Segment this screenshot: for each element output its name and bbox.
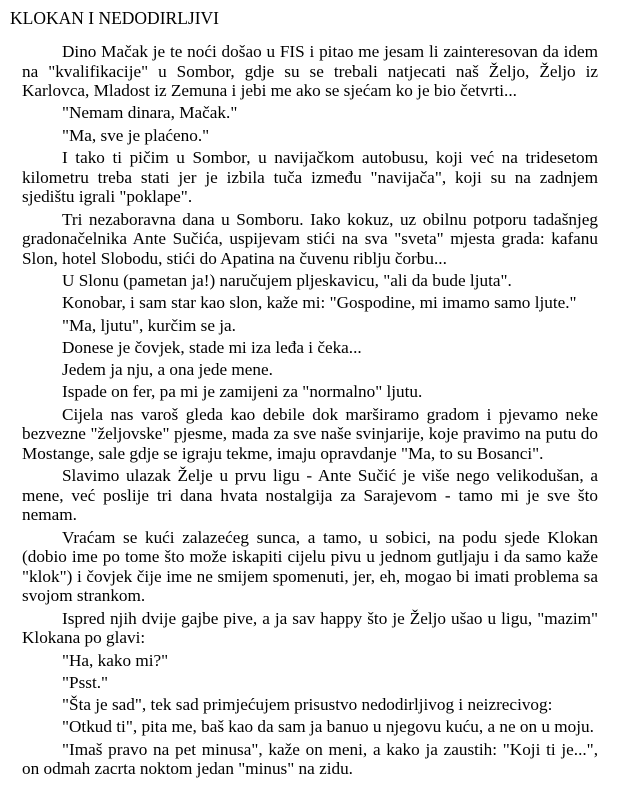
- paragraph: "Nemam dinara, Mačak.": [62, 103, 238, 123]
- paragraph: "Psst.": [62, 672, 109, 692]
- paragraph: Donese je čovjek, stade mi iza leđa i čeka...: [62, 337, 362, 357]
- paragraph: Tri nezaboravna dana u Somboru. Iako kokuz, uz obilnu potporu tadašnjeg gradonačelnika Ante Sučića, uspijevam stići na sva "sveta" mjesta grada: kafanu Slon, hotel Slobodu, stići do Apatina na čuvenu riblju čorbu...: [22, 209, 598, 268]
- paragraph: Konobar, i sam star kao slon, kaže mi: "Gospodine, mi imamo samo ljute.": [62, 293, 577, 313]
- story-text: [22, 42, 598, 782]
- page-title: KLOKAN I NEDODIRLJIVI: [10, 8, 219, 28]
- paragraph: Ispade on fer, pa mi je zamijeni za "normalno" ljutu.: [62, 382, 423, 402]
- paragraph: U Slonu (pametan ja!) naručujem pljeskavicu, "ali da bude ljuta".: [62, 270, 512, 290]
- paragraph: Vraćam se kući zalazećeg sunca, a tamo, u sobici, na podu sjede Klokan (dobio ime po tome što može iskapiti cijelu pivu u jednom gutljaju i da samo kaže "klok") i čovjek čije ime ne smijem spomenuti, jer, eh, mogao bi imati problema sa svojom strankom.: [22, 527, 598, 606]
- paragraph: Cijela nas varoš gleda kao debile dok marširamo gradom i pjevamo neke bezvezne "željovske" pjesme, mada za sve naše svinjarije, koje pravimo na putu do Mostange, sale gdje se igraju tekme, imaju opravdanje "Ma, to su Bosanci".: [22, 404, 598, 463]
- paragraph: "Ha, kako mi?": [62, 650, 169, 670]
- paragraph: "Ma, ljutu", kurčim se ja.: [62, 315, 236, 335]
- paragraph: Dino Mačak je te noći došao u FIS i pitao me jesam li zainteresovan da idem na "kvalifikacije" u Sombor, gdje su se trebali natjecati naš Željo, Željo iz Karlovca, Mladost iz Zemuna i jebi me ako se sjećam ko je bio četvrti...: [22, 42, 598, 101]
- paragraph: I tako ti pičim u Sombor, u navijačkom autobusu, koji već na tridesetom kilometru treba stati jer je izbila tuča između "navijača", koji su na zadnjem sjedištu igrali "poklape".: [22, 148, 598, 207]
- paragraph: Ispred njih dvije gajbe pive, a ja sav happy što je Željo ušao u ligu, "mazim" Klokana po glavi:: [22, 608, 598, 648]
- paragraph: Jedem ja nju, a ona jede mene.: [62, 360, 273, 380]
- paragraph: "Otkud ti", pita me, baš kao da sam ja banuo u njegovu kuću, a ne on u moju.: [62, 717, 594, 737]
- paragraph: "Šta je sad", tek sad primjećujem prisustvo nedodirljivog i neizrecivog:: [62, 695, 553, 715]
- paragraph: Slavimo ulazak Želje u prvu ligu - Ante Sučić je više nego velikodušan, a mene, već poslije tri dana hvata nostalgija za Sarajevom - tamo mi je sve što nemam.: [22, 466, 598, 525]
- paragraph: "Ma, sve je plaćeno.": [62, 125, 210, 145]
- paragraph: "Imaš pravo na pet minusa", kaže on meni, a kako ja zaustih: "Koji ti je...", on odmah zacrta noktom jedan "minus" na zidu.: [22, 739, 598, 779]
